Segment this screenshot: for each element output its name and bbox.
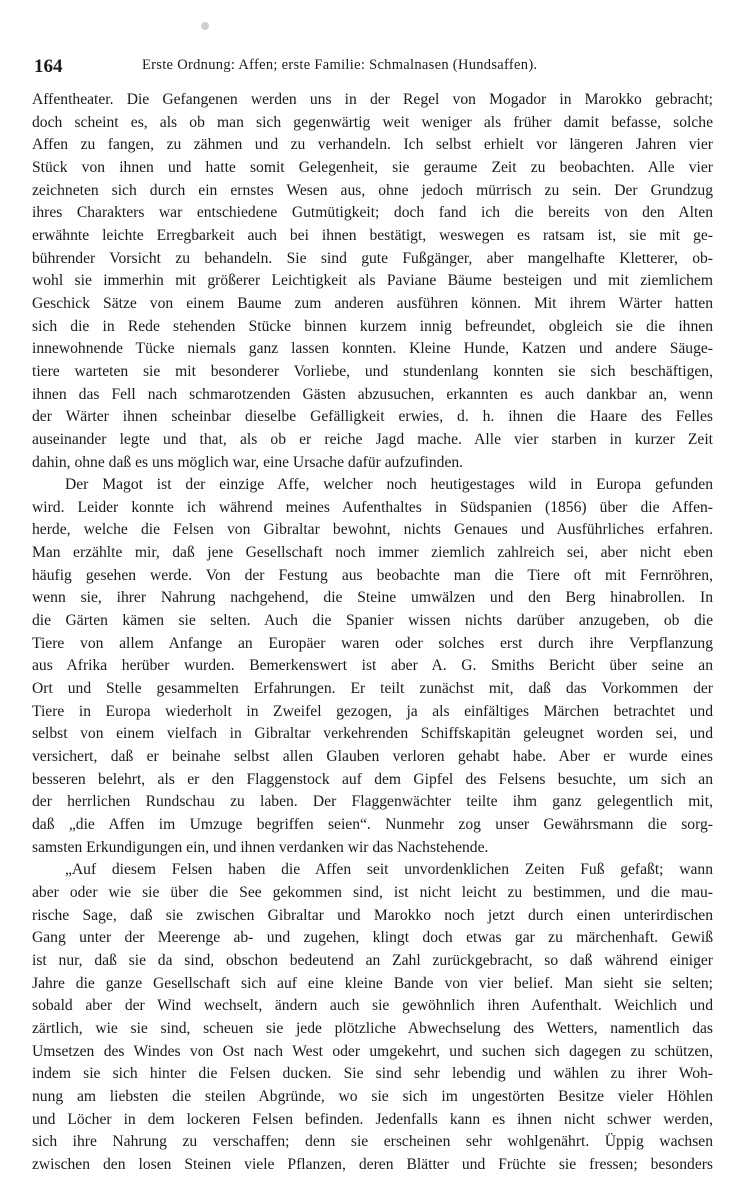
text-line: der herrlichen Rundschau zu laben. Der Flaggenwächter teilte ihm ganz gelegentlich mit, (32, 793, 713, 811)
text-line: wohl sie immerhin mit größerer Leichtigkeit als Paviane Bäume besteigen und mit ziemlichem (32, 272, 713, 290)
text-line: doch scheint es, als ob man sich gegenwärtig weit weniger als früher damit befasse, solche (32, 113, 713, 131)
text-line: Stück von ihnen und hatte somit Gelegenheit, sie geraume Zeit zu beobachten. Alle vier (32, 158, 713, 176)
text-line: erwähnte leichte Erregbarkeit auch bei ihnen bestätigt, weswegen es ratsam ist, sie mit ge- (32, 226, 713, 244)
text-line: selbst von einem vielfach in Gibraltar verkehrenden Schiffskapitän geleugnet worden sei, und (32, 725, 713, 743)
text-line: ihres Charakters war entschiedene Gutmütigkeit; doch fand ich die bereits von den Alten (32, 204, 713, 222)
text-line: Tiere von allem Anfange an Europäer waren oder solches erst durch ihre Verpflanzung (32, 634, 713, 652)
text-line: zärtlich, wie sie sind, scheuen sie jede plötzliche Abwechselung des Wetters, namentlich das (32, 1019, 713, 1037)
text-line: häufig gesehen werde. Von der Festung aus beobachte man die Tiere oft mit Fernröhren, (32, 566, 713, 584)
text-line: samsten Erkundigungen ein, und ihnen verdanken wir das Nachstehende. (32, 838, 489, 856)
text-line: sich die in Rede stehenden Stücke binnen kurzem innig befreundet, obgleich sie die ihnen (32, 317, 713, 335)
text-line: sobald aber der Wind wechselt, ändern auch sie gewöhnlich ihren Aufenthalt. Weichlich und (32, 997, 713, 1015)
scan-smudge (201, 22, 209, 30)
text-line: sich ihre Nahrung zu verschaffen; denn sie erscheinen sehr wohlgenährt. Üppig wachsen (32, 1133, 713, 1151)
text-line: daß „die Affen im Umzuge begriffen seien“. Nunmehr zog unser Gewährsmann die sorg- (32, 816, 713, 833)
text-line: aus Afrika herüber wurden. Bemerkenswert ist aber A. G. Smiths Bericht über seine an (32, 657, 713, 675)
page-header (32, 54, 712, 78)
text-line: der Wärter ihnen scheinbar dieselbe Gefälligkeit erwies, d. h. ihnen die Haare des Felles (32, 408, 713, 426)
text-line: wenn sie, ihrer Nahrung nachgehend, die Steine umwälzen und den Berg hinabrollen. In (32, 589, 713, 607)
body-text (32, 89, 713, 1177)
text-line: besseren belehrt, als er den Flaggenstock auf dem Gipfel des Felsens besuchte, um sich an (32, 770, 713, 788)
text-line: Tiere in Europa wiederholt in Zweifel gezogen, ja als einfältiges Märchen betrachtet und (32, 702, 713, 720)
text-line: aber oder wie sie über die See gekommen sind, ist nicht leicht zu bestimmen, und die mau- (32, 883, 713, 901)
running-head: Erste Ordnung: Affen; erste Familie: Schmalnasen (Hundsaffen). (142, 57, 538, 73)
text-line: Geschick Sätze von einem Baume zum anderen ausführen können. Mit ihrem Wärter hatten (32, 294, 713, 312)
text-line: Jahre die ganze Gesellschaft sich auf eine kleine Bande von vier belief. Man sieht sie selten; (32, 974, 713, 992)
text-line: Der Magot ist der einzige Affe, welcher noch heutigestages wild in Europa gefunden (65, 476, 713, 494)
text-line: Affentheater. Die Gefangenen werden uns in der Regel von Mogador in Marokko gebracht; (32, 91, 713, 108)
text-line: indem sie sich hinter die Felsen ducken. Sie sind sehr lebendig und wählen zu ihrer Woh- (32, 1065, 713, 1083)
text-line: auseinander legte und that, als ob er reiche Jagd mache. Alle vier starben in kurzer Zeit (32, 430, 713, 448)
text-line: dahin, ohne daß es uns möglich war, eine Ursache dafür aufzufinden. (32, 453, 464, 471)
text-line: „Auf diesem Felsen haben die Affen seit unvordenklichen Zeiten Fuß gefaßt; wann (65, 861, 713, 879)
page-number: 164 (34, 56, 63, 77)
text-line: versichert, daß er beinahe selbst allen Glauben verloren gehabt habe. Aber er wurde eines (32, 748, 713, 766)
text-line: und Löcher in dem lockeren Felsen befinden. Jedenfalls kann es ihnen nicht schwer werden, (32, 1110, 713, 1128)
text-line: Umsetzen des Windes von Ost nach West oder umgekehrt, und suchen sich dagegen zu schützen, (32, 1042, 713, 1060)
text-line: ihnen das Fell nach schmarotzenden Gästen abzusuchen, erkannten es auch dankbar an, wenn (32, 385, 713, 403)
text-line: rische Sage, daß sie zwischen Gibraltar und Marokko noch jetzt durch einen unterirdischen (32, 906, 713, 924)
text-line: zwischen den losen Steinen viele Pflanzen, deren Blätter und Früchte sie fressen; besonders (32, 1155, 713, 1173)
text-line: Affen zu fangen, zu zähmen und zu verhandeln. Ich selbst erhielt vor längeren Jahren vier (32, 136, 713, 154)
text-line: bührender Vorsicht zu behandeln. Sie sind gute Fußgänger, aber mangelhafte Kletterer, ob- (32, 249, 713, 267)
text-line: ist nur, daß sie da sind, obschon bedeutend an Zahl zurückgebracht, so daß während einiger (32, 951, 713, 969)
text-line: wird. Leider konnte ich während meines Aufenthaltes in Südspanien (1856) über die Affen- (32, 498, 713, 516)
text-line: Ort und Stelle gesammelten Erfahrungen. Er teilt zunächst mit, daß das Vorkommen der (32, 680, 713, 698)
text-line: herde, welche die Felsen von Gibraltar bewohnt, nichts Genaues und Ausführliches erfahren. (32, 521, 713, 539)
text-line: die Gärten kämen sie selten. Auch die Spanier wissen nichts darüber anzugeben, ob die (32, 612, 713, 630)
text-line: tiere warteten sie mit besonderer Vorliebe, und stundenlang konnten sie sich beschäftigen, (32, 362, 713, 380)
text-line: zeichneten sich durch ein ernstes Wesen aus, ohne jedoch mürrisch zu sein. Der Grundzug (32, 181, 713, 199)
text-line: Man erzählte mir, daß jene Gesellschaft noch immer ziemlich zahlreich sei, aber nicht eben (32, 544, 713, 562)
text-line: Gang unter der Meerenge ab- und zugehen, klingt doch etwas gar zu märchenhaft. Gewiß (32, 929, 713, 947)
text-line: nung am liebsten die steilen Abgründe, wo sie sich im ungestörten Besitze vieler Höhlen (32, 1087, 713, 1105)
text-line: innewohnende Tücke niemals ganz lassen konnten. Kleine Hunde, Katzen und andere Säuge- (32, 340, 713, 358)
